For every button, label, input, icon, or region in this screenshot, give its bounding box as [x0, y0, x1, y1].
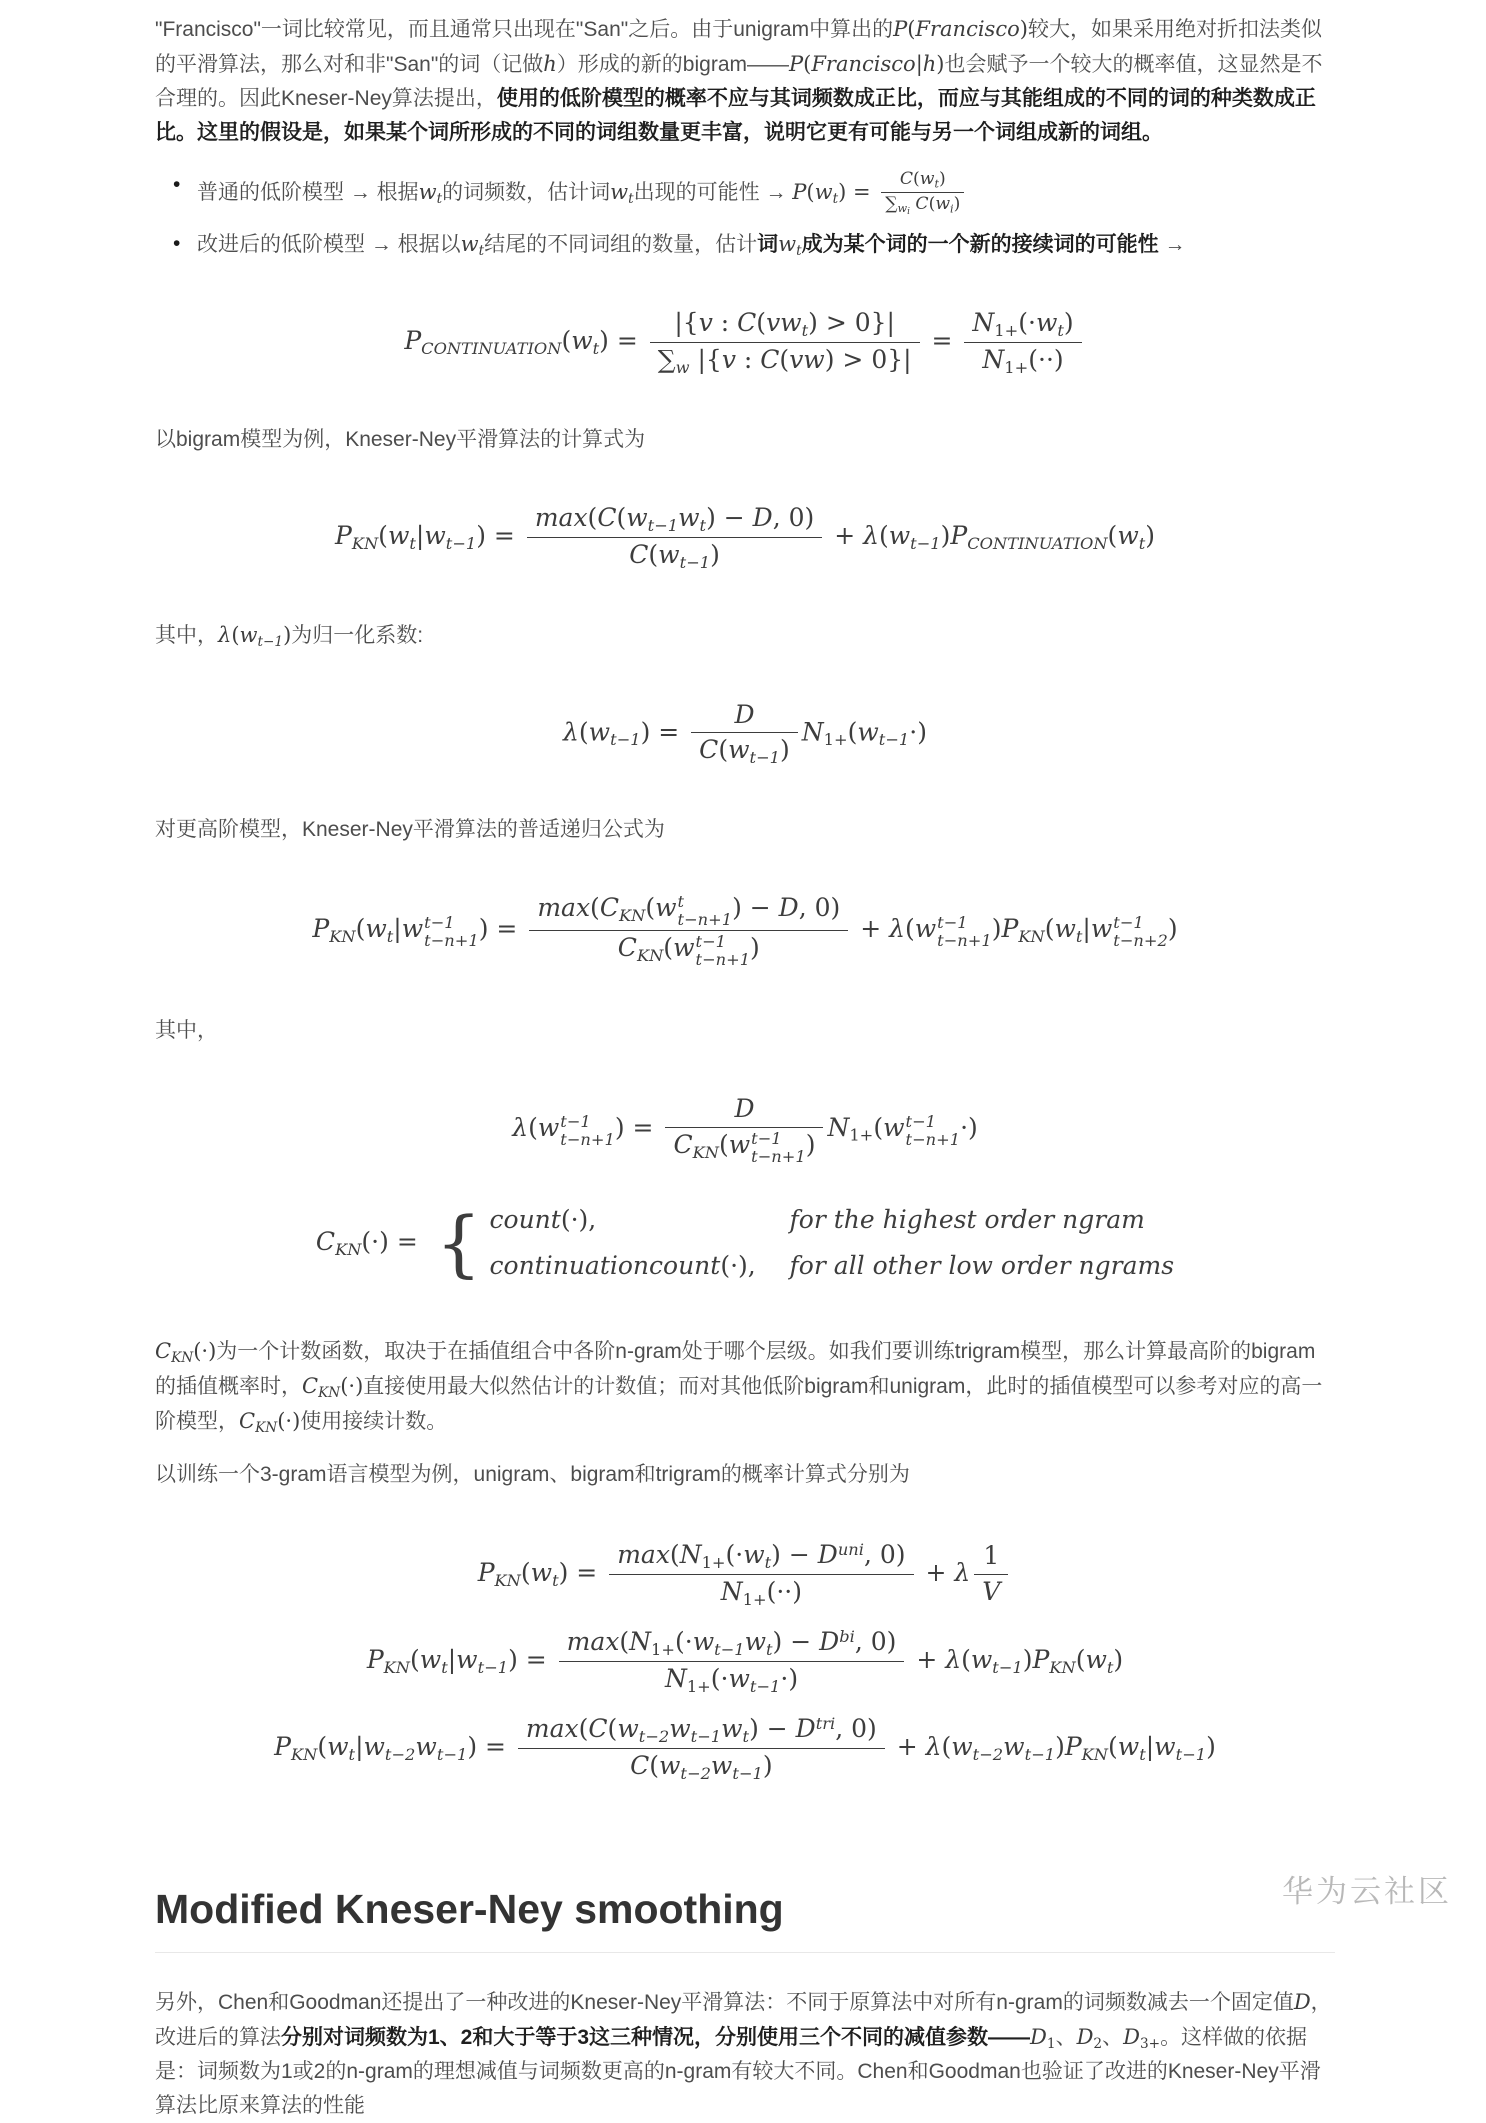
paragraph-ckn-explanation: CKN(·)为一个计数函数，取决于在插值组合中各阶n-gram处于哪个层级。如我们要训练trigram模型，那么计算最高阶的bigram的插值概率时，CKN(·)直接使用最大似然估计的计数值；而对其他低阶bigram和unigram，此时的插值模型可以参考对应的高一阶模型，CKN(·)使用接续计数。	[155, 1338, 1323, 1437]
formula-kn-trigram-3g: PKN(wt|wt−2wt−1) = $\frac{\max(C(wt-2wt-1wt) - D^{tri}, 0)}{C(wt-2wt-1)}$ + λ(wt−2wt−1)PKN(wt|wt−1)	[155, 1712, 1335, 1785]
formula-lambda-bigram: λ(wt−1) = $\frac{D}{C(wt-1)}$ N1+(wt−1·)	[155, 698, 1335, 770]
formula-lambda-general: λ(w t−1 t−n+1 ) = D CKN(w t−1 t−n+1 ) N1+(w t−1 t−n+1 ·)	[512, 1094, 978, 1166]
paragraph-higher-order-models: 对更高阶模型，Kneser-Ney平滑算法的普适递归公式为	[155, 818, 665, 842]
paragraph-3gram-example: 以训练一个3-gram语言模型为例，unigram、bigram和trigram的概率计算式分别为	[155, 1462, 910, 1486]
section-heading-modified-kneser-ney: Modified Kneser-Ney smoothing	[155, 1885, 1335, 1953]
formula-continuation-probability: PCONTINUATION(wt) = $\frac{\text{|\{v : C(vwt) > 0\}|}}{\sum w |\{v : C(vw) > 0\}|}$ = $\frac{N1+(\cdot wt)}{N1+(\cdot\cdot)}$	[155, 306, 1335, 379]
formula-kn-recursive: PKN(wt|w t−1 t−n+1 ) = max(CKN(w t t−n+1 ) − D, 0) CKN(w t−1 t−n+1 ) + λ(w t−1 t−n+1 )PKN(wt|w t−1 t−n+2 )	[312, 891, 1178, 970]
paragraph-modified-kn-description: 另外，Chen和Goodman还提出了一种改进的Kneser-Ney平滑算法：不同于原算法中对所有n-gram的词频数减去一个固定值D，改进后的算法分别对词频数为1、2和大于等于3这三种情况，分别使用三个不同的减值参数——D1、D2、D3+。这样做的依据是：词频数为1或2的n-gram的理想减值与词频数更高的n-gram有较大不同。Chen和Goodman也验证了改进的Kneser-Ney平滑算法比原来算法的性能	[155, 1990, 1332, 2118]
bullet-item-improved-low-order-model: • 改进后的低阶模型 → 根据以wt结尾的不同词组的数量，估计词wt成为某个词的一个新的接续词的可能性 →	[155, 227, 1335, 262]
formula-kn-bigram: PKN(wt|wt−1) = $\frac{\max(C(wt-1wt) - D, 0)}{C(wt-1)}$ + λ(wt−1)PCONTINUATION(wt)	[155, 501, 1335, 574]
paragraph-bigram-example: 以bigram模型为例，Kneser-Ney平滑算法的计算式为	[155, 428, 646, 452]
bullet-list-low-order-models	[155, 168, 1335, 262]
huawei-cloud-community-watermark: 华为云社区	[1282, 1874, 1452, 1909]
formula-kn-bigram-3g: PKN(wt|wt−1) = $\frac{\max(N1+(\cdot wt-1wt) - D^{bi}, 0)}{N1+(\cdot wt-1\cdot)}$ + λ(wt−1)PKN(wt)	[155, 1625, 1335, 1698]
paragraph-francisco-intro: "Francisco"一词比较常见，而且通常只出现在"San"之后。由于unigram中算出的P(Francisco)较大，如果采用绝对折扣法类似的平滑算法，那么对和非"San"的词（记做h）形成的新的bigram——P(Francisco|h)也会赋予一个较大的概率值，这显然是不合理的。因此Kneser-Ney算法提出，使用的低阶模型的概率不应与其词频数成正比，而应与其能组成的不同的词的种类数成正比。这里的假设是，如果某个词所形成的不同的词组数量更丰富，说明它更有可能与另一个词组成新的词组。	[155, 17, 1323, 145]
bullet-item-ordinary-low-order-model: • 普通的低阶模型 → 根据wt的词频数，估计词wt出现的可能性 → P(wt) = $\frac{C(wt)}{\sum w_i C(wi)}$	[155, 168, 1335, 219]
paragraph-where: 其中，	[155, 1019, 218, 1043]
article-content	[155, 0, 1335, 2123]
formula-ckn-cases: CKN(·) = { count(·), for the highest order ngram continuationcount(·), for all other low order ngrams	[315, 1201, 1175, 1286]
paragraph-lambda-normalizer: 其中，λ(wt−1)为归一化系数:	[155, 623, 424, 651]
formula-kn-unigram-3g: PKN(wt) = $\frac{\max(N1+(\cdot wt) - D^{uni}, 0)}{N1+(\cdot\cdot)}$ + λ $\frac{1}{V}$	[155, 1538, 1335, 1611]
